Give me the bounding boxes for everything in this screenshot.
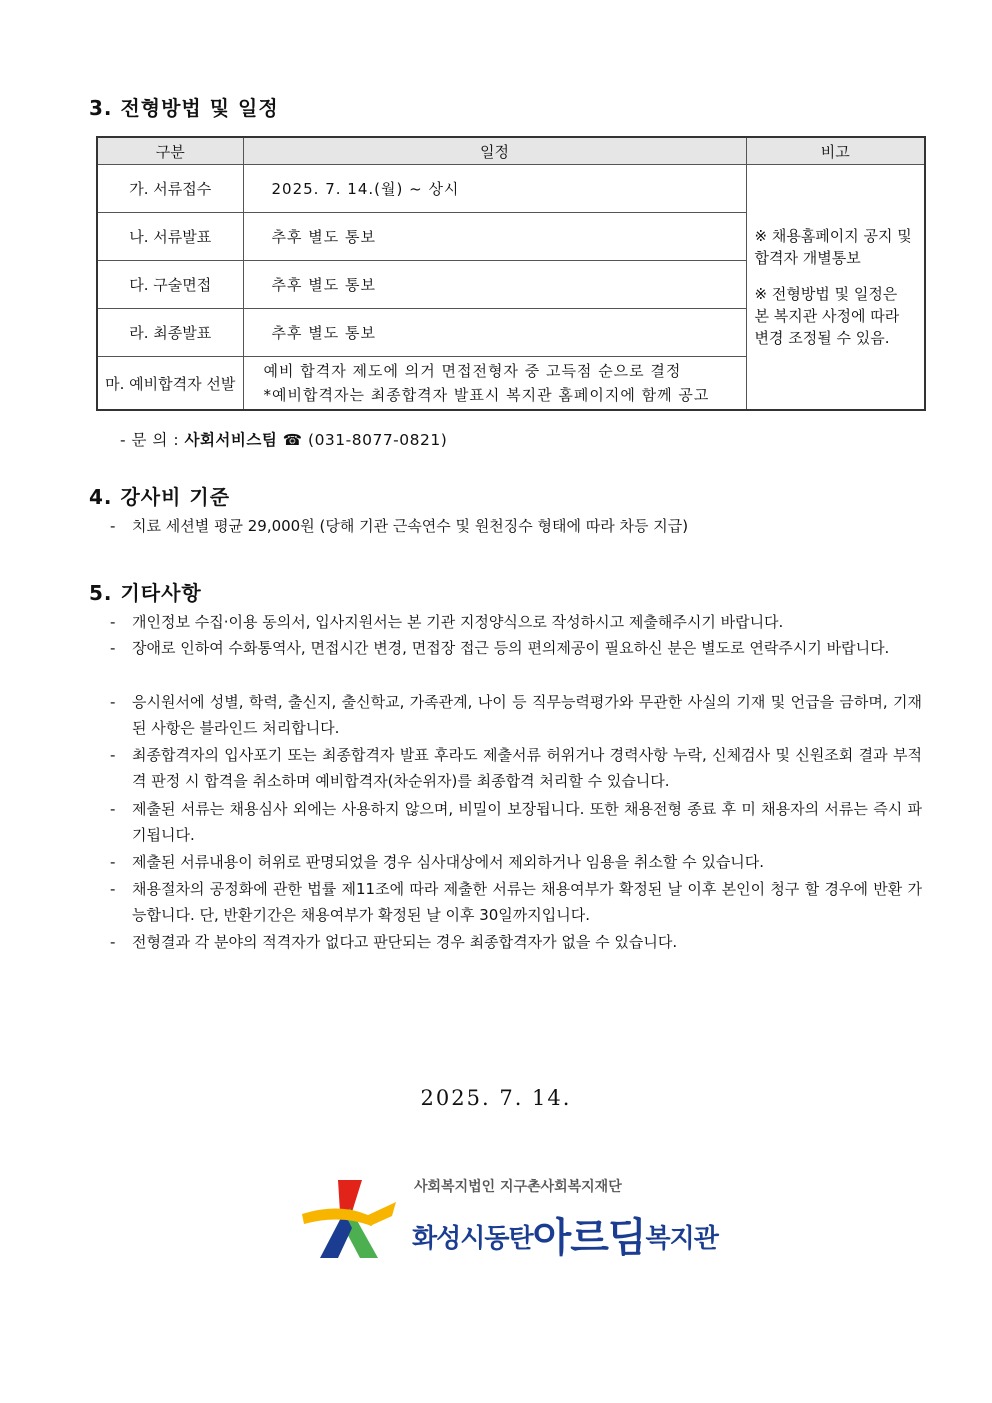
inquiry-line <box>120 428 447 450</box>
row-schedule: 2025. 7. 14.(월) ~ 상시 <box>243 165 746 213</box>
list-item: - 개인정보 수집·이용 동의서, 입사지원서는 본 기관 지정양식으로 작성하시고 제출해주시기 바랍니다. <box>110 613 784 631</box>
section-3-title: 3. 전형방법 및 일정 <box>89 96 279 120</box>
list-item: - 최종합격자의 입사포기 또는 최종합격자 발표 후라도 제출서류 허위거나 경력사항 누락, 신체검사 및 신원조회 결과 부적격 판정 시 합격을 취소하며 예비합격자(차순위자)를 최종합격 처리할 수 있습니다. <box>110 746 922 790</box>
logo-subtitle: 사회복지법인 지구촌사회복지재단 <box>414 1179 622 1195</box>
row-category: 가. 서류접수 <box>97 165 243 213</box>
schedule-table <box>96 136 926 411</box>
inquiry-label: - 문 의 : <box>120 431 180 449</box>
phone-icon: ☎ <box>282 431 303 449</box>
inquiry-phone: (031-8077-0821) <box>308 431 448 449</box>
document-date: 2025. 7. 14. <box>420 1086 572 1110</box>
list-item: - 채용절차의 공정화에 관한 법률 제11조에 따라 제출한 서류는 채용여부가 확정된 날 이후 본인이 청구 할 경우에 반환 가능합니다. 단, 반환기간은 채용여부가 확정된 날 이후 30일까지입니다. <box>110 880 922 924</box>
remark-change: ※ 전형방법 및 일정은 본 복지관 사정에 따라 변경 조정될 수 있음. <box>754 285 900 347</box>
list-item: - 제출된 서류내용이 허위로 판명되었을 경우 심사대상에서 제외하거나 임용을 취소할 수 있습니다. <box>110 853 765 871</box>
row-schedule <box>243 357 746 411</box>
remark-notice: ※ 채용홈페이지 공지 및 합격자 개별통보 <box>754 227 912 267</box>
inquiry-dept: 사회서비스팀 <box>184 431 278 449</box>
list-item: - 응시원서에 성별, 학력, 출신지, 출신학교, 가족관계, 나이 등 직무능력평가와 무관한 사실의 기재 및 언급을 금하며, 기재된 사항은 블라인드 처리합니다. <box>110 693 922 737</box>
header-schedule: 일정 <box>243 137 746 165</box>
list-item: - 치료 세션별 평균 29,000원 (당해 기관 근속연수 및 원천징수 형태에 따라 차등 지급) <box>110 513 922 539</box>
row-category: 다. 구술면접 <box>97 261 243 309</box>
row-schedule: 추후 별도 통보 <box>243 213 746 261</box>
row-schedule: 추후 별도 통보 <box>243 309 746 357</box>
logo-brand: 아르딤 <box>532 1215 646 1261</box>
row-category: 라. 최종발표 <box>97 309 243 357</box>
list-item: - 제출된 서류는 채용심사 외에는 사용하지 않으며, 비밀이 보장됩니다. 또한 채용전형 종료 후 미 채용자의 서류는 즉시 파기됩니다. <box>110 800 922 844</box>
section-4-title: 4. 강사비 기준 <box>89 485 231 509</box>
section-5-title: 5. 기타사항 <box>89 581 202 605</box>
header-remark: 비고 <box>746 137 925 165</box>
reserve-rule: 예비 합격자 제도에 의거 면접전형자 중 고득점 순으로 결정 <box>263 362 682 380</box>
bullet-dash: - <box>110 517 116 535</box>
list-item: - 장애로 인하여 수화통역사, 면접시간 변경, 면접장 접근 등의 편의제공이 필요하신 분은 별도로 연락주시기 바랍니다. <box>110 639 890 657</box>
logo-name: 화성시동탄아르딤복지관 <box>412 1215 718 1261</box>
row-category: 나. 서류발표 <box>97 213 243 261</box>
table-header-row <box>97 137 925 165</box>
row-schedule: 추후 별도 통보 <box>243 261 746 309</box>
remark-cell <box>746 165 925 411</box>
row-category: 마. 예비합격자 선발 <box>97 357 243 411</box>
reserve-note: *예비합격자는 최종합격자 발표시 복지관 홈페이지에 함께 공고 <box>263 386 710 404</box>
list-item: - 전형결과 각 분야의 적격자가 없다고 판단되는 경우 최종합격자가 없을 수 있습니다. <box>110 933 678 951</box>
header-category: 구분 <box>97 137 243 165</box>
table-row <box>97 165 925 213</box>
